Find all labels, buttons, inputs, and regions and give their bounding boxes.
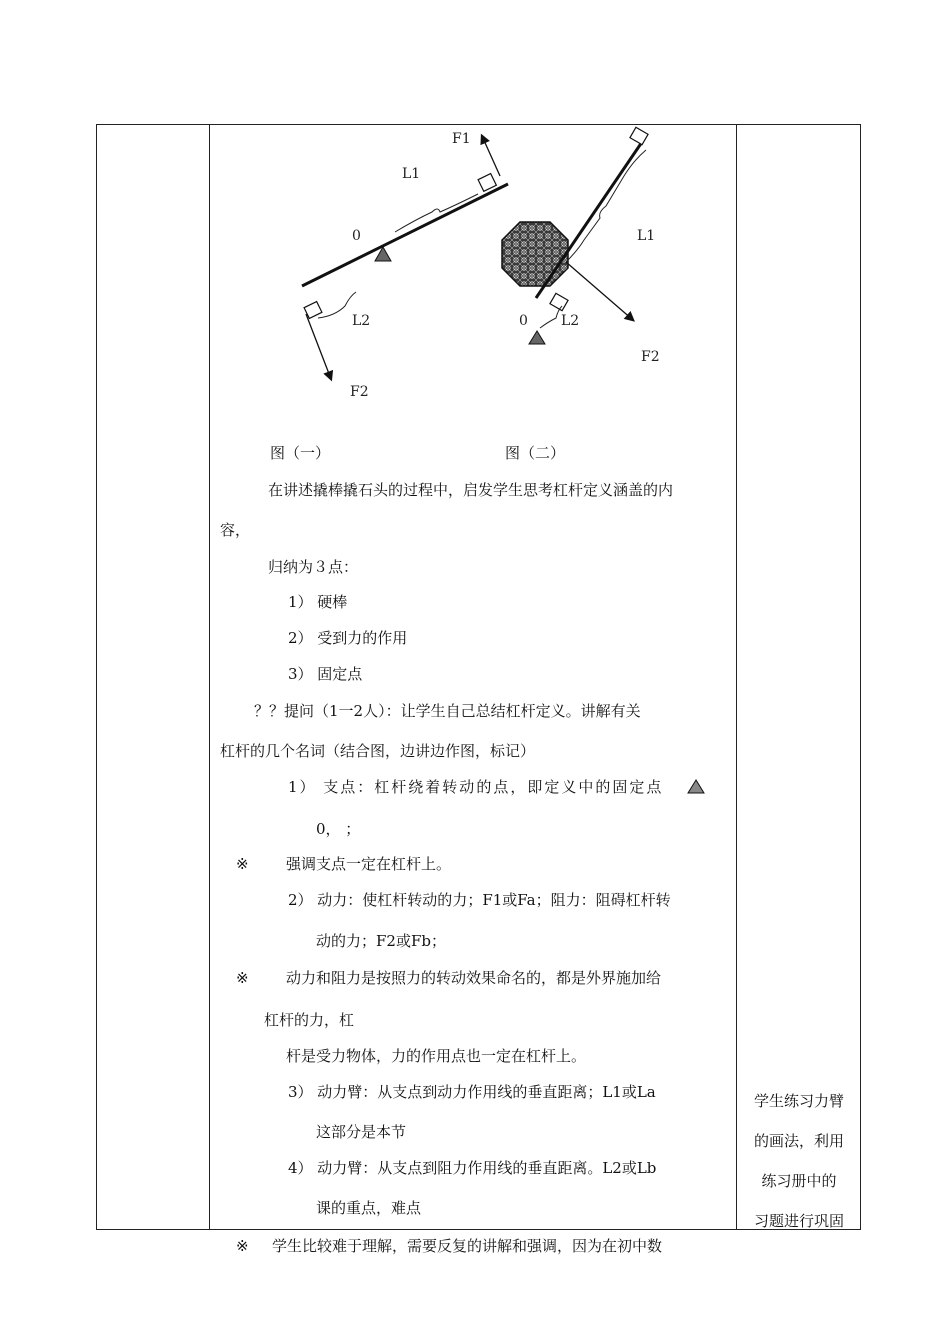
note-mark: ※ — [236, 855, 249, 873]
force-point-box-f1 — [478, 174, 496, 192]
note-forces-line-2: 杠杆的力，杠 — [264, 1011, 355, 1029]
force-point-box-f2 — [550, 293, 568, 310]
note-forces-line-1: 动力和阻力是按照力的转动效果命名的，都是外界施加给 — [286, 969, 662, 987]
side-note-line: 习题进行巩固 — [753, 1212, 844, 1230]
brace-l1 — [566, 150, 646, 262]
definition-fulcrum: 1） 支点：杠杆绕着转动的点，即定义中的固定点 — [288, 778, 664, 796]
lever-bar — [536, 142, 642, 298]
label-l1: L1 — [402, 166, 421, 182]
label-f1: F1 — [452, 131, 471, 147]
note-forces-line-3: 杆是受力物体，力的作用点也一定在杠杆上。 — [286, 1047, 587, 1065]
definition-fulcrum-cont: 0， ； — [316, 820, 361, 838]
note-fulcrum: 强调支点一定在杠杆上。 — [286, 855, 452, 873]
brace-l2 — [318, 292, 356, 318]
brace-l1 — [395, 194, 478, 232]
side-note-line: 练习册中的 — [761, 1172, 837, 1190]
stone-icon — [502, 222, 568, 286]
label-l2: L2 — [561, 313, 580, 329]
figure-2-lever — [502, 127, 660, 365]
figure-2-caption: 图（二） — [505, 444, 566, 462]
list-item: 1） 硬棒 — [288, 593, 348, 611]
intro-paragraph-line-2: 容， — [220, 521, 251, 539]
lever-bar — [302, 184, 508, 286]
question-line-1: ？？提问（1一2人）：让学生自己总结杠杆定义。讲解有关 — [254, 702, 641, 720]
force-arrow-f2 — [566, 262, 633, 320]
note-mark: ※ — [236, 1237, 249, 1255]
definition-load-arm-cont: 课的重点，难点 — [316, 1199, 422, 1217]
definition-load-arm: 4） 动力臂：从支点到阻力作用线的垂直距离。L2或Lb — [288, 1159, 657, 1177]
fulcrum-icon — [687, 779, 705, 795]
label-o: 0 — [519, 313, 528, 329]
lever-diagrams — [0, 0, 950, 470]
fulcrum-icon — [529, 331, 545, 344]
figure-1-lever — [302, 131, 508, 400]
definition-effort-arm-cont: 这部分是本节 — [316, 1123, 407, 1141]
force-point-box-f1 — [630, 127, 648, 144]
definition-forces-cont: 动的力；F2或Fb； — [316, 932, 446, 950]
label-l1: L1 — [637, 228, 656, 244]
list-item: 2） 受到力的作用 — [288, 629, 408, 647]
definition-effort-arm: 3） 动力臂：从支点到动力作用线的垂直距离；L1或La — [288, 1083, 656, 1101]
intro-paragraph-line-1: 在讲述撬棒撬石头的过程中，启发学生思考杠杆定义涵盖的内 — [268, 481, 674, 499]
figure-1-caption: 图（一） — [270, 444, 331, 462]
question-line-2: 杠杆的几个名词（结合图，边讲边作图，标记） — [220, 742, 536, 760]
side-note-line: 学生练习力臂 — [753, 1092, 844, 1110]
definition-forces: 2） 动力：使杠杆转动的力；F1或Fa；阻力：阻碍杠杆转 — [288, 891, 671, 909]
side-note-line: 的画法，利用 — [753, 1132, 844, 1150]
summary-heading: 归纳为３点： — [268, 558, 359, 576]
label-f2: F2 — [350, 384, 369, 400]
force-arrow-f1 — [482, 136, 500, 176]
force-arrow-f2 — [306, 314, 331, 379]
label-o: 0 — [352, 228, 361, 244]
label-l2: L2 — [352, 313, 371, 329]
list-item: 3） 固定点 — [288, 665, 363, 683]
label-f2: F2 — [641, 349, 660, 365]
note-difficulty: 学生比较难于理解，需要反复的讲解和强调，因为在初中数 — [272, 1237, 663, 1255]
note-mark: ※ — [236, 969, 249, 987]
